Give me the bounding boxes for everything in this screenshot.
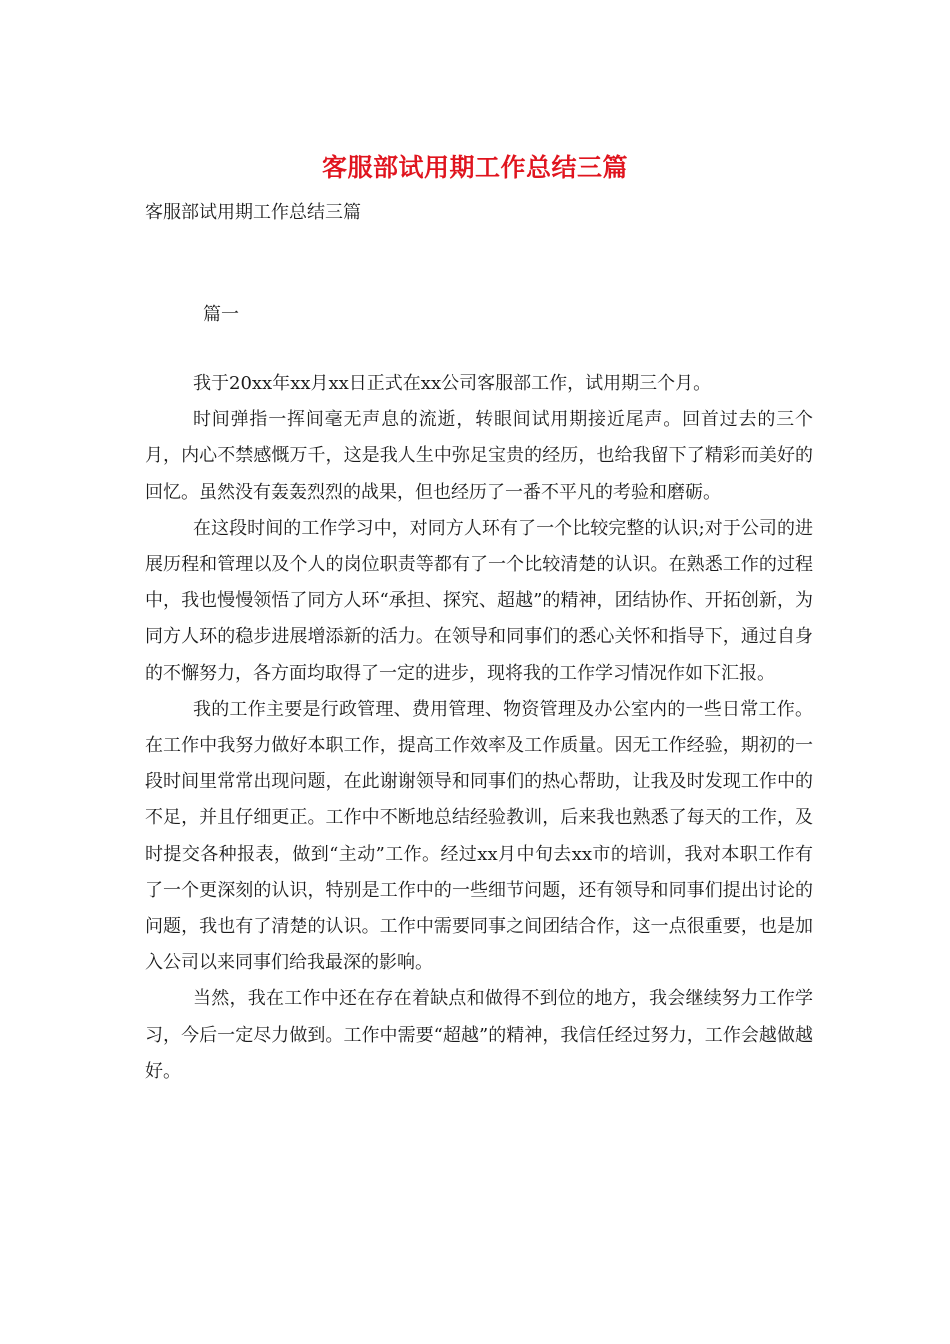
document-body	[145, 366, 813, 1090]
paragraph: 在这段时间的工作学习中，对同方人环有了一个比较完整的认识;对于公司的进展历程和管理以及个人的岗位职责等都有了一个比较清楚的认识。在熟悉工作的过程中，我也慢慢领悟了同方人环“承担、探究、超越”的精神，团结协作、开拓创新，为同方人环的稳步进展增添新的活力。在领导和同事们的悉心关怀和指导下，通过自身的不懈努力，各方面均取得了一定的进步，现将我的工作学习情况作如下汇报。	[145, 517, 813, 684]
document-subtitle: 客服部试用期工作总结三篇	[145, 202, 361, 223]
document-title: 客服部试用期工作总结三篇	[321, 153, 628, 182]
paragraph: 我的工作主要是行政管理、费用管理、物资管理及办公室内的一些日常工作。在工作中我努力做好本职工作，提高工作效率及工作质量。因无工作经验，期初的一段时间里常常出现问题，在此谢谢领导和同事们的热心帮助，让我及时发现工作中的不足，并且仔细更正。工作中不断地总结经验教训，后来我也熟悉了每天的工作，及时提交各种报表，做到“主动”工作。经过xx月中旬去xx市的培训，我对本职工作有了一个更深刻的认识，特别是工作中的一些细节问题，还有领导和同事们提出讨论的问题，我也有了清楚的认识。工作中需要同事之间团结合作，这一点很重要，也是加入公司以来同事们给我最深的影响。	[145, 698, 813, 974]
paragraph: 当然，我在工作中还在存在着缺点和做得不到位的地方，我会继续努力工作学习，今后一定尽力做到。工作中需要“超越”的精神，我信任经过努力，工作会越做越好。	[145, 988, 813, 1082]
paragraph: 时间弹指一挥间毫无声息的流逝，转眼间试用期接近尾声。回首过去的三个月，内心不禁感慨万千，这是我人生中弥足宝贵的经历，也给我留下了精彩而美好的回忆。虽然没有轰轰烈烈的战果，但也经历了一番不平凡的考验和磨砺。	[145, 409, 813, 503]
section-label: 篇一	[203, 304, 239, 325]
paragraph: 我于20xx年xx月xx日正式在xx公司客服部工作，试用期三个月。	[193, 373, 712, 394]
